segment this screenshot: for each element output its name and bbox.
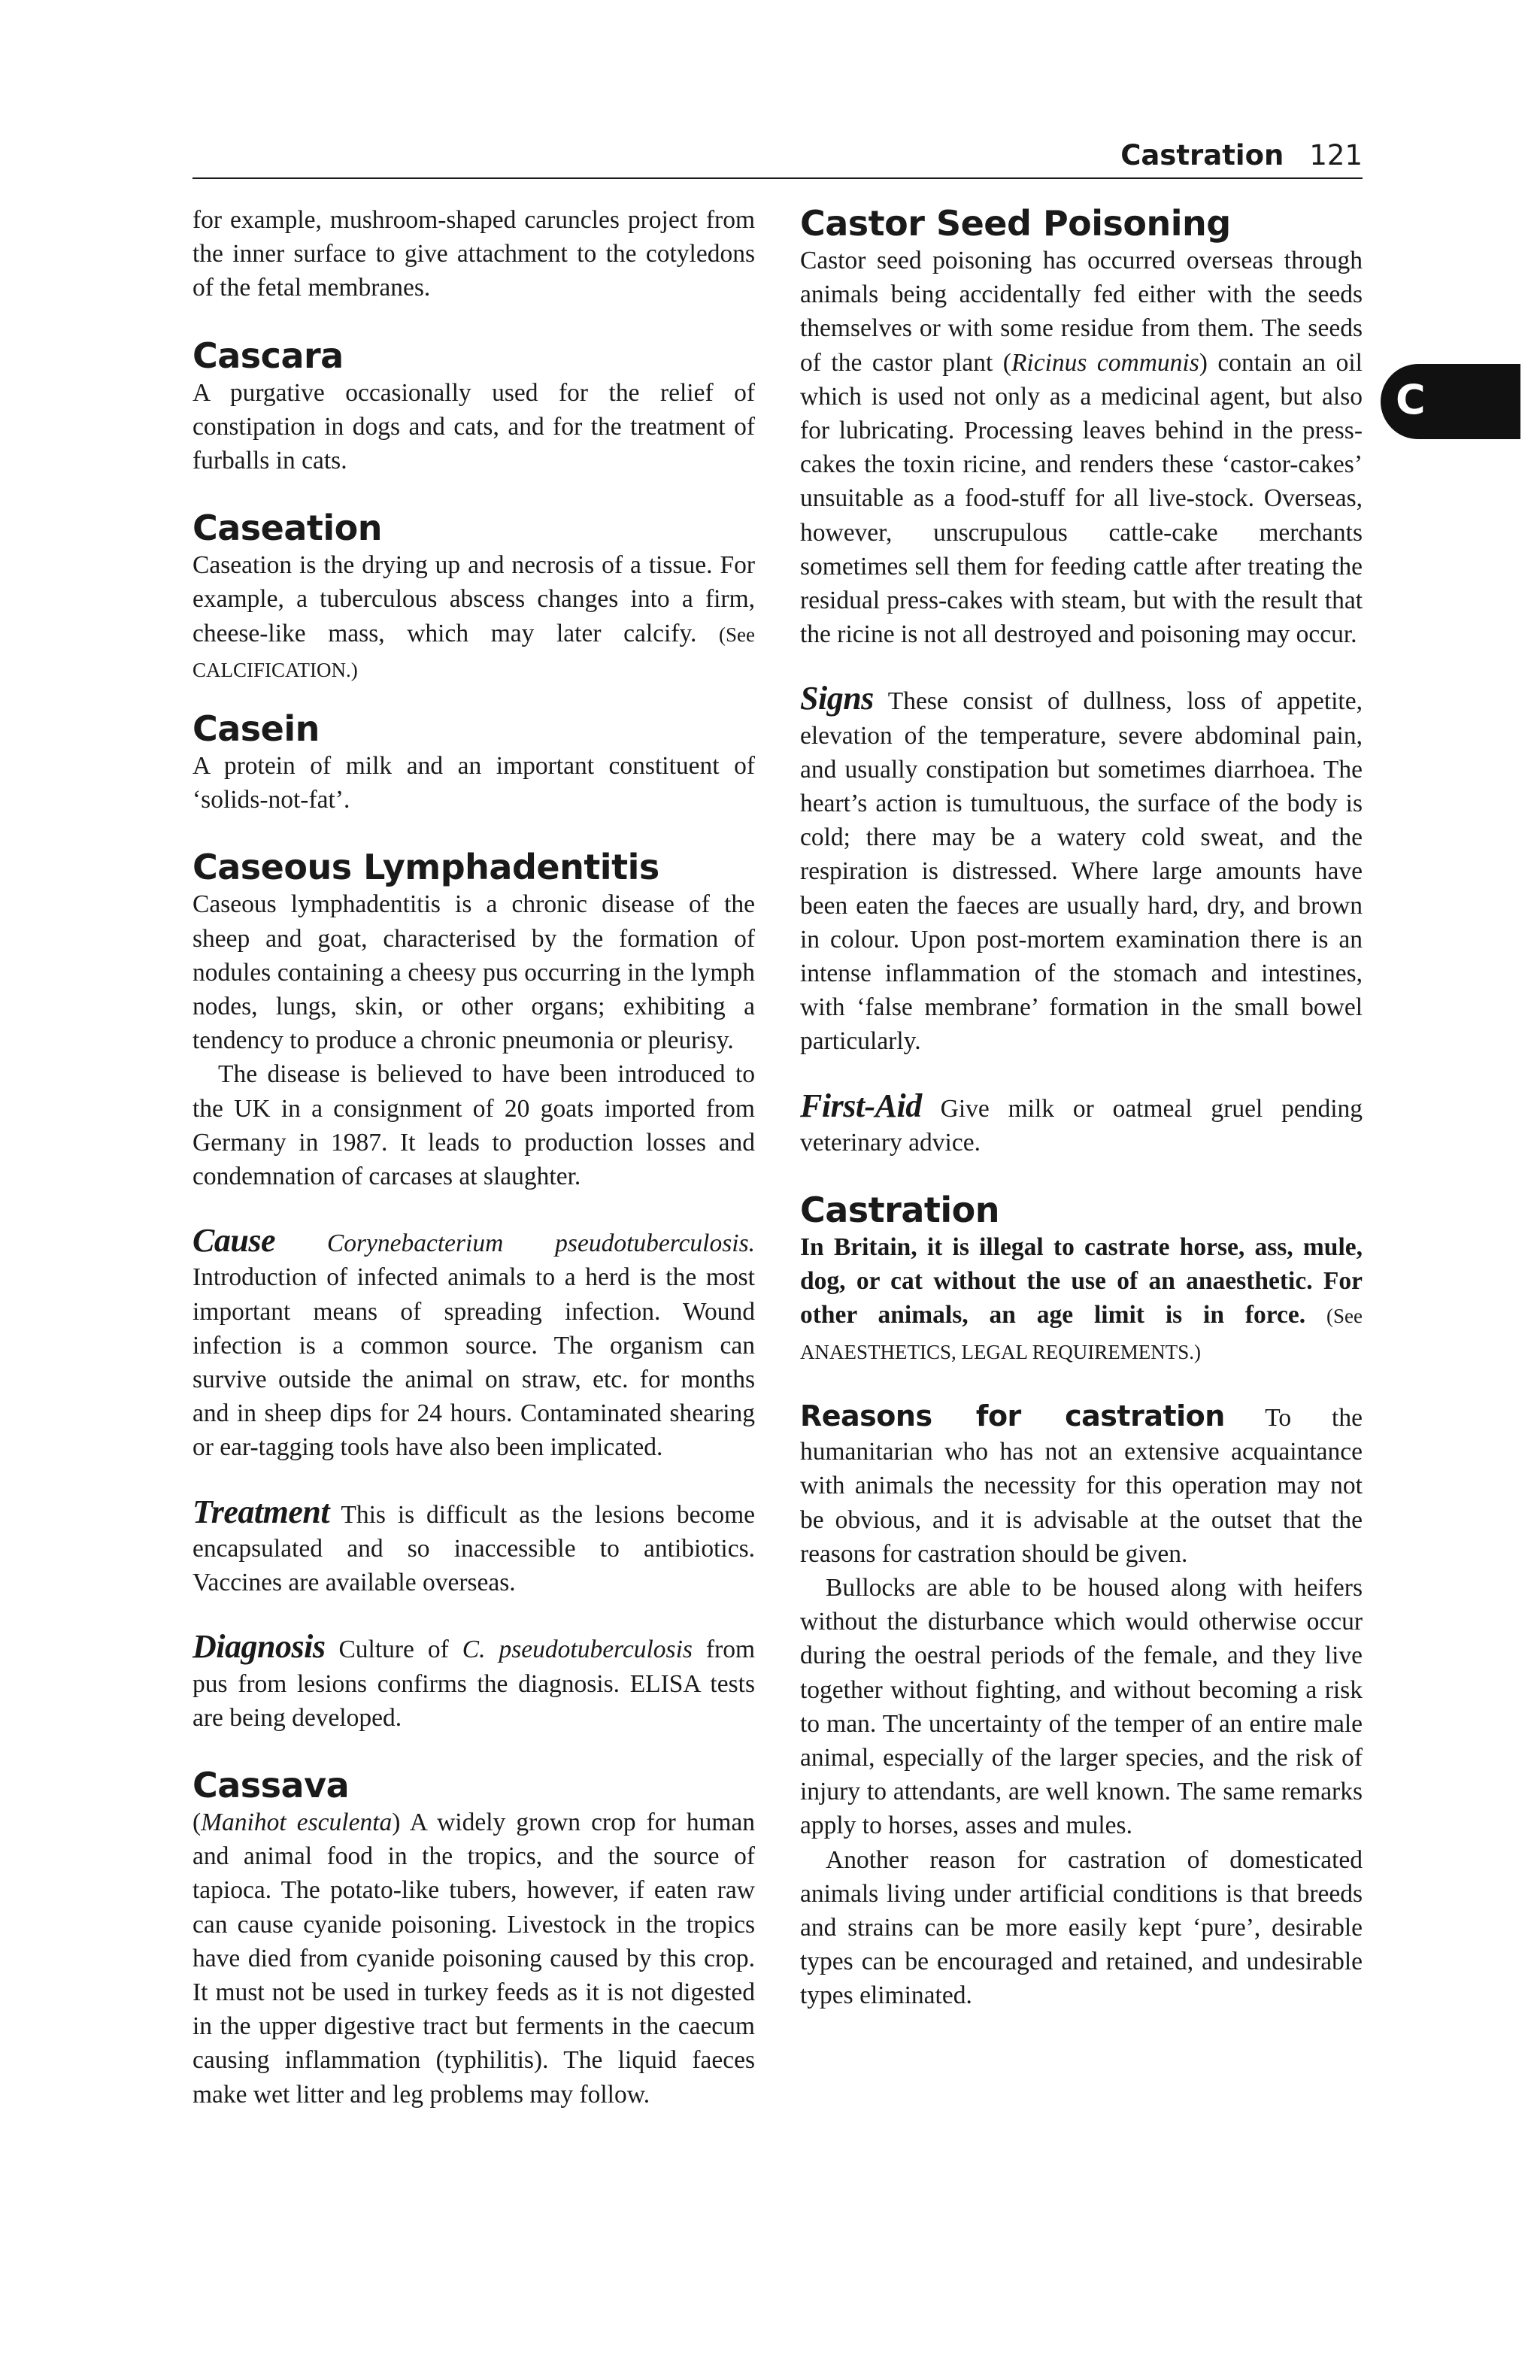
cassava-latin-name: Manihot esculenta [201, 1808, 393, 1836]
intro-paragraph: for example, mushroom-shaped caruncles project from the inner surface to give attachment to the cotyledons of the fetal membranes. [192, 206, 755, 302]
left-column [192, 203, 755, 2112]
entry-title-caseation: Caseation [192, 508, 383, 549]
entry-title-castor-seed-poisoning: Castor Seed Poisoning [800, 203, 1231, 244]
castration-paragraph-2: Bullocks are able to be housed along with heifers without the disturbance which would otherwise occur during the oestral periods of the female, and they live together without fighting, and without becoming a risk to man. The uncertainty of the temper of an entire male animal, especially of the larger species, and the risk of injury to attendants, are well known. The same remarks apply to horses, asses and mules. [800, 1573, 1363, 1840]
caseous-paragraph-1: Caseous lymphadentitis is a chronic disease of the sheep and goat, characterised by the formation of nodules containing a cheesy pus occurring in the lymph nodes, lungs, skin, or other organs; exhibiting a tendency to produce a chronic pneumonia or pleurisy. [192, 890, 755, 1055]
treatment-subheading: Treatment [192, 1493, 330, 1530]
thumb-index-tab [1381, 364, 1520, 439]
running-head [192, 126, 1363, 179]
castor-latin-name: Ricinus communis [1011, 348, 1199, 377]
signs-subheading: Signs [800, 680, 874, 717]
entry-title-caseous-lymphadentitis: Caseous Lymphadentitis [192, 847, 659, 888]
entry-title-castration: Castration [800, 1190, 1000, 1231]
castration-paragraph-3: Another reason for castration of domesticated animals living under artificial conditions is that breeds and strains can be more easily kept ‘pure’, desirable types can be encouraged and retained, and undesirable types eliminated. [800, 1845, 1363, 2010]
entry-title-cascara: Cascara [192, 335, 344, 376]
caseation-cross-reference: (See CALCIFICATION.) [192, 623, 755, 681]
cause-text: Introduction of infected animals to a herd is the most important means of spreading infection. Wound infection is a common source. The organism can survive outside the animal on straw, etc. for months and in sheep dips for 24 hours. Contaminated shearing or ear-tagging tools have also been implicated. [192, 1263, 755, 1462]
castor-signs-section [800, 681, 1363, 1058]
caseous-diagnosis-section [192, 1630, 755, 1735]
entry-text-cassava: (Manihot esculenta) A widely grown crop for human and animal food in the tropics, and the source of tapioca. The potato-like tubers, however, if eaten raw can cause cyanide poisoning. Livestock in the tropics have died from cyanide poisoning caused by this crop. It must not be used in turkey feeds as it is not digested in the upper digestive tract but ferments in the caecum causing inflammation (typhilitis). The liquid faeces make wet litter and leg problems may follow. [192, 1808, 756, 2109]
cassava-text: A widely grown crop for human and animal food in the tropics, and the source of tapioca. The potato-like tubers, however, if eaten raw can cause cyanide poisoning. Livestock in the tropics have died from cyanide poisoning caused by this crop. It must not be used in turkey feeds as it is not digested in the upper digestive tract but ferments in the caecum causing inflammation (typhilitis). The liquid faeces make wet litter and leg problems may follow. [192, 1808, 756, 2109]
signs-text: These consist of dullness, loss of appetite, elevation of the temperature, severe abdominal pain, and usually constipation but sometimes diarrhoea. The heart’s action is tumultuous, the surface of the body is cold; there may be a watery cold sweat, and the respiration is distressed. Where large amounts have been eaten the faeces are usually hard, dry, and brown in colour. Upon post-mortem examination there is an intense inflammation of the stomach and intestines, with ‘false membrane’ formation in the small bowel particularly. [800, 687, 1363, 1056]
cause-organism: Corynebacterium pseudotuberculosis. [326, 1229, 755, 1258]
reasons-subheading: Reasons for castration [800, 1399, 1225, 1433]
entry-title-casein: Casein [192, 708, 320, 750]
page-number: 121 [1309, 139, 1363, 171]
castration-legal-bold: In Britain, it is illegal to castrate horse, ass, mule, dog, or cat without the use of an anaesthetic. For other animals, an age limit is in force. [800, 1233, 1363, 1329]
caseation-text: Caseation is the drying up and necrosis of a tissue. For example, a tuberculous abscess changes into a firm, cheese-like mass, which may later calcify. [192, 551, 755, 647]
diagnosis-subheading: Diagnosis [192, 1628, 326, 1666]
diagnosis-pre: Culture of [338, 1636, 449, 1664]
castration-legal-notice [800, 1230, 1363, 1369]
entry-text-castor [800, 244, 1363, 651]
treatment-text: This is difficult as the lesions become encapsulated and so inaccessible to antibiotics. Vaccines are available overseas. [192, 1500, 755, 1597]
diagnosis-organism: C. pseudotuberculosis [462, 1636, 693, 1664]
firstaid-subheading: First-Aid [800, 1087, 922, 1124]
firstaid-text: Give milk or oatmeal gruel pending veterinary advice. [800, 1094, 1363, 1157]
caseous-cause-section [192, 1223, 755, 1464]
caseous-paragraph-2: The disease is believed to have been introduced to the UK in a consignment of 20 goats imported from Germany in 1987. It leads to production losses and condemnation of carcases at slaughter. [192, 1060, 755, 1191]
right-column [800, 203, 1363, 2013]
entry-text-cascara: A purgative occasionally used for the relief of constipation in dogs and cats, and for the treatment of furballs in cats. [192, 378, 755, 475]
diagnosis-text: from pus from lesions confirms the diagnosis. ELISA tests are being developed. [192, 1636, 756, 1732]
castor-firstaid-section [800, 1089, 1363, 1160]
entry-text-casein: A protein of milk and an important constituent of ‘solids-not-fat’. [192, 752, 755, 814]
reasons-text: To the humanitarian who has not an extensive acquaintance with animals the necessity for this operation may not be obvious, and it is advisable at the outset that the reasons for castration should be given. [800, 1403, 1363, 1568]
thumb-index-letter: C [1396, 376, 1426, 423]
entry-title-cassava: Cassava [192, 1764, 350, 1805]
castor-text-pre: Castor seed poisoning has occurred overseas through animals being accidentally fed either with the seeds themselves or with some residue from them. The seeds of the castor plant ( [800, 247, 1363, 377]
cause-subheading: Cause [192, 1222, 275, 1260]
castration-cross-reference: (See ANAESTHETICS, LEGAL REQUIREMENTS.) [800, 1305, 1363, 1363]
castor-text-post: ) contain an oil which is used not only as a medicinal agent, but also for lubricating. Processing leaves behind in the press-cakes the toxin ricine, and renders these ‘castor-cakes’ unsuitable as a food-stuff for all live-stock. Overseas, however, unscrupulous cattle-cake merchants sometimes sell them for feeding cattle after treating the residual press-cakes with steam, but with the result that the ricine is not all destroyed and poisoning may occur. [800, 348, 1363, 649]
caseous-treatment-section [192, 1495, 755, 1600]
running-title: Castration [1120, 139, 1284, 171]
entry-text-caseation [192, 548, 755, 687]
castration-reasons-section [800, 1399, 1363, 1571]
